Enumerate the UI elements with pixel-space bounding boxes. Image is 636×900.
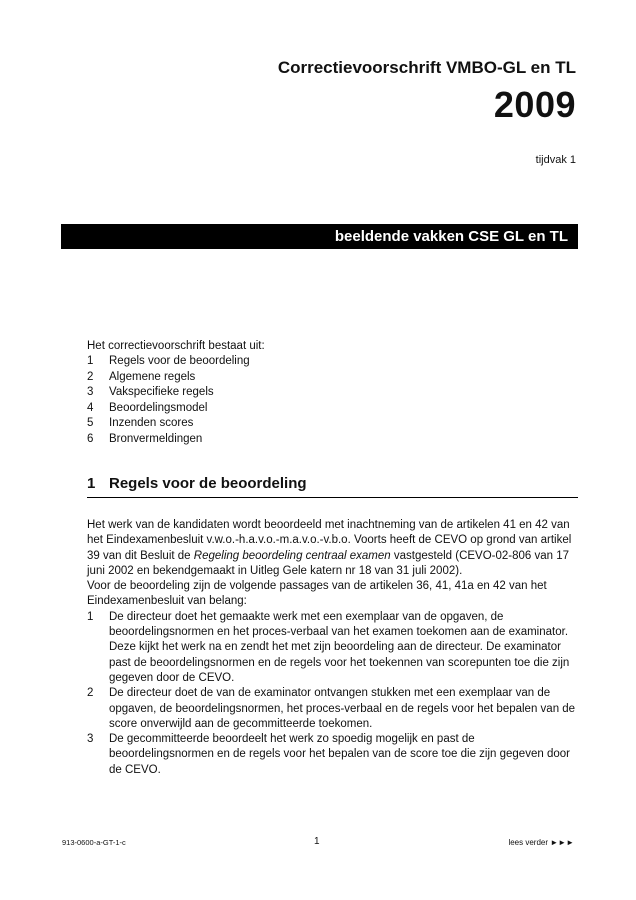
toc-item [87, 416, 250, 432]
paragraph-text: vastgesteld (CEVO-02-806 van 17 juni 2002 en bekendgemaakt in Uitleg Gele katern nr 18 van 31 juli 2002). [87, 549, 570, 577]
toc-item-label: Bronvermeldingen [109, 432, 203, 445]
toc-item-label: Regels voor de beoordeling [109, 355, 250, 367]
paragraph: Voor de beoordeling zijn de volgende passages van de artikelen 36, 41, 41a en 42 van het Eindexamenbesluit van belang: [87, 580, 547, 608]
toc-item-number: 2 [87, 370, 94, 383]
section-number: 1 [87, 475, 96, 492]
toc-item-number: 6 [87, 432, 94, 445]
exam-year: 2009 [493, 84, 576, 125]
section-body [87, 518, 578, 778]
rule-text: De directeur doet het gemaakte werk met een exemplaar van de opgaven, de beoordelingsnormen en het proces-verbaal van het examen toekomen aan de examinator. Deze kijkt het werk na en zendt het met zijn beoordeling aan de directeur. De examinator past de beoordelingsnormen en de regels voor het toekennen van scorepunten toe die zijn gegeven door de CEVO. [109, 610, 570, 684]
rule-number: 1 [87, 610, 94, 623]
document-code: 913-0600-a-GT-1-c [62, 838, 126, 847]
continue-indicator: lees verder ►►► [508, 838, 574, 847]
rules-list [87, 610, 578, 778]
paragraph-text: Het werk van de kandidaten wordt beoordeeld met inachtneming van de artikelen 41 en 42 van het Eindexamenbesluit v.w.o.-h.a.v.o.-m.a.v.o.-v.b.o. Voorts heeft de CEVO op grond van artikel 39 van dit Besluit de [87, 519, 572, 562]
rule-item [87, 732, 578, 778]
section-heading [87, 475, 307, 492]
toc-item [87, 432, 250, 448]
rule-number: 2 [87, 687, 94, 700]
toc-intro: Het correctievoorschrift bestaat uit: [87, 340, 265, 352]
rule-number: 3 [87, 733, 94, 746]
paragraph [87, 518, 578, 579]
toc-item [87, 385, 250, 401]
exam-period: tijdvak 1 [535, 154, 576, 166]
toc-item-label: Beoordelingsmodel [109, 401, 208, 414]
toc-item-number: 1 [87, 355, 94, 367]
section-title: Regels voor de beoordeling [109, 475, 307, 492]
toc-item [87, 401, 250, 417]
toc-item-label: Inzenden scores [109, 417, 194, 429]
toc-item [87, 354, 250, 370]
toc-item-number: 4 [87, 401, 94, 414]
rule-text: De gecommitteerde beoordeelt het werk zo spoedig mogelijk en past de beoordelingsnormen en de regels voor het bepalen van de score toe die zijn gegeven door de CEVO. [109, 733, 570, 776]
section-divider [87, 497, 578, 498]
subject-banner: beeldende vakken CSE GL en TL [61, 224, 578, 249]
regulation-title: Regeling beoordeling centraal examen [193, 549, 391, 562]
toc-item-number: 3 [87, 386, 94, 398]
document-title: Correctievoorschrift VMBO-GL en TL [277, 58, 576, 77]
toc-item-number: 5 [87, 417, 94, 429]
page-number: 1 [314, 836, 320, 847]
toc-item [87, 370, 250, 386]
table-of-contents [87, 354, 250, 447]
rule-item [87, 610, 578, 686]
toc-item-label: Algemene regels [109, 370, 196, 383]
rule-text: De directeur doet de van de examinator ontvangen stukken met een exemplaar van de opgaven, de beoordelingsnormen, het proces-verbaal en de regels voor het bepalen van de score onverwijld aan de gecommitteerde toekomen. [109, 687, 576, 730]
toc-item-label: Vakspecifieke regels [109, 386, 214, 398]
rule-item [87, 686, 578, 732]
